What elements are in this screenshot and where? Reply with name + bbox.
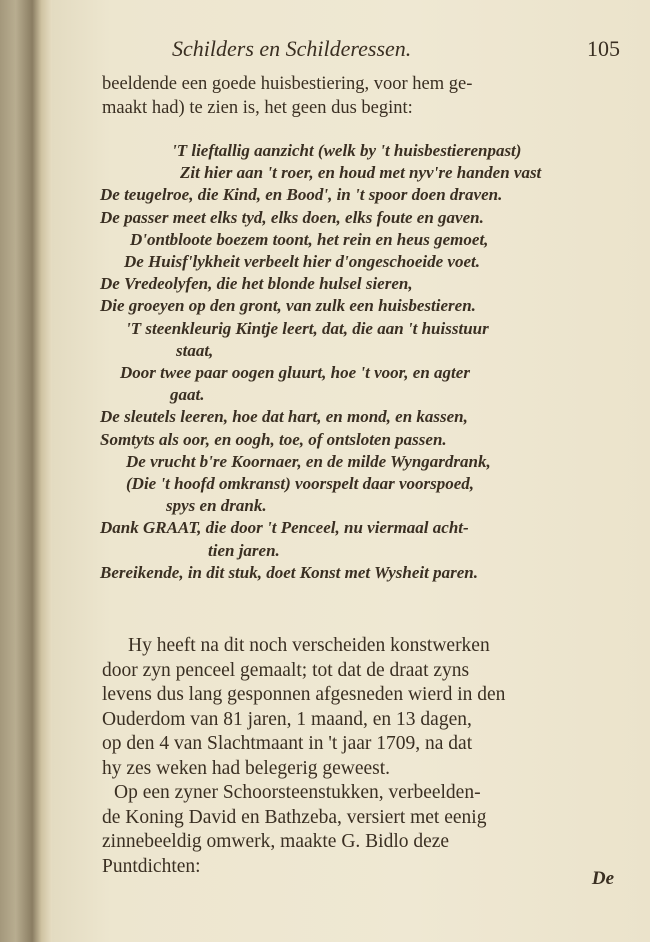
verse-line: De sleutels leeren, hoe dat hart, en mond, en kassen,	[100, 407, 468, 427]
running-header	[172, 36, 620, 66]
verse-line: 'T lieftallig aanzicht (welk by 't huisbestierenpast)	[172, 141, 522, 160]
verse-line: Door twee paar oogen gluurt, hoe 't voor, en agter	[120, 363, 470, 383]
poem	[100, 140, 620, 584]
verse-line: staat,	[176, 340, 214, 360]
verse-line: tien jaren.	[208, 540, 280, 560]
text-line: Puntdichten:	[102, 855, 201, 877]
text-line: Op een zyner Schoorsteenstukken, verbeelden-	[114, 782, 481, 803]
text-line: levens dus lang gesponnen afgesneden wierd in den	[102, 684, 506, 705]
verse-line: De passer meet elks tyd, elks doen, elks foute en gaven.	[100, 207, 484, 227]
text-line: beeldende een goede huisbestiering, voor hem ge-	[102, 74, 473, 94]
book-binding-gutter	[0, 0, 52, 942]
verse-line: spys en drank.	[166, 496, 267, 516]
text-line: zinnebeeldig omwerk, maakte G. Bidlo deze	[102, 831, 450, 852]
text-line: de Koning David en Bathzeba, versiert met eenig	[102, 806, 487, 828]
text-line: hy zes weken had belegerig geweest.	[102, 757, 391, 779]
book-page	[52, 0, 650, 942]
verse-line: D'ontbloote boezem toont, het rein en heus gemoet,	[130, 229, 489, 249]
text-line: maakt had) te zien is, het geen dus begint:	[102, 98, 413, 118]
text-line: op den 4 van Slachtmaant in 't jaar 1709, na dat	[102, 733, 473, 754]
verse-line: Somtyts als oor, en oogh, toe, of ontsloten passen.	[100, 429, 447, 449]
verse-line: De teugelroe, die Kind, en Bood', in 't spoor doen draven.	[100, 185, 503, 205]
intro-paragraph	[102, 72, 592, 120]
verse-line: De Huisf'lykheit verbeelt hier d'ongeschoeide voet.	[124, 252, 480, 272]
verse-line: De vrucht b're Koornaer, en de milde Wyngardrank,	[126, 451, 491, 471]
verse-line: Dank GRAAT, die door 't Penceel, nu viermaal acht-	[100, 518, 469, 538]
text-line: door zyn penceel gemaalt; tot dat de draat zyns	[102, 659, 470, 681]
verse-line: Die groeyen op den gront, van zulk een huisbestieren.	[100, 296, 476, 316]
running-title: Schilders en Schilderessen.	[172, 36, 412, 61]
verse-line: Zit hier aan 't roer, en houd met nyv're handen vast	[180, 163, 542, 183]
catchword: De	[591, 868, 614, 889]
prose-paragraphs	[102, 634, 592, 879]
verse-line: gaat.	[170, 385, 205, 405]
verse-line: 'T steenkleurig Kintje leert, dat, die aan 't huisstuur	[126, 318, 489, 338]
page-number: 105	[587, 36, 620, 61]
text-line: Ouderdom van 81 jaren, 1 maand, en 13 dagen,	[102, 708, 472, 730]
verse-line: Bereikende, in dit stuk, doet Konst met Wysheit paren.	[100, 562, 478, 582]
verse-line: (Die 't hoofd omkranst) voorspelt daar voorspoed,	[126, 474, 475, 494]
text-line: Hy heeft na dit noch verscheiden konstwerken	[128, 635, 490, 656]
verse-line: De Vredeolyfen, die het blonde hulsel sieren,	[100, 274, 413, 294]
